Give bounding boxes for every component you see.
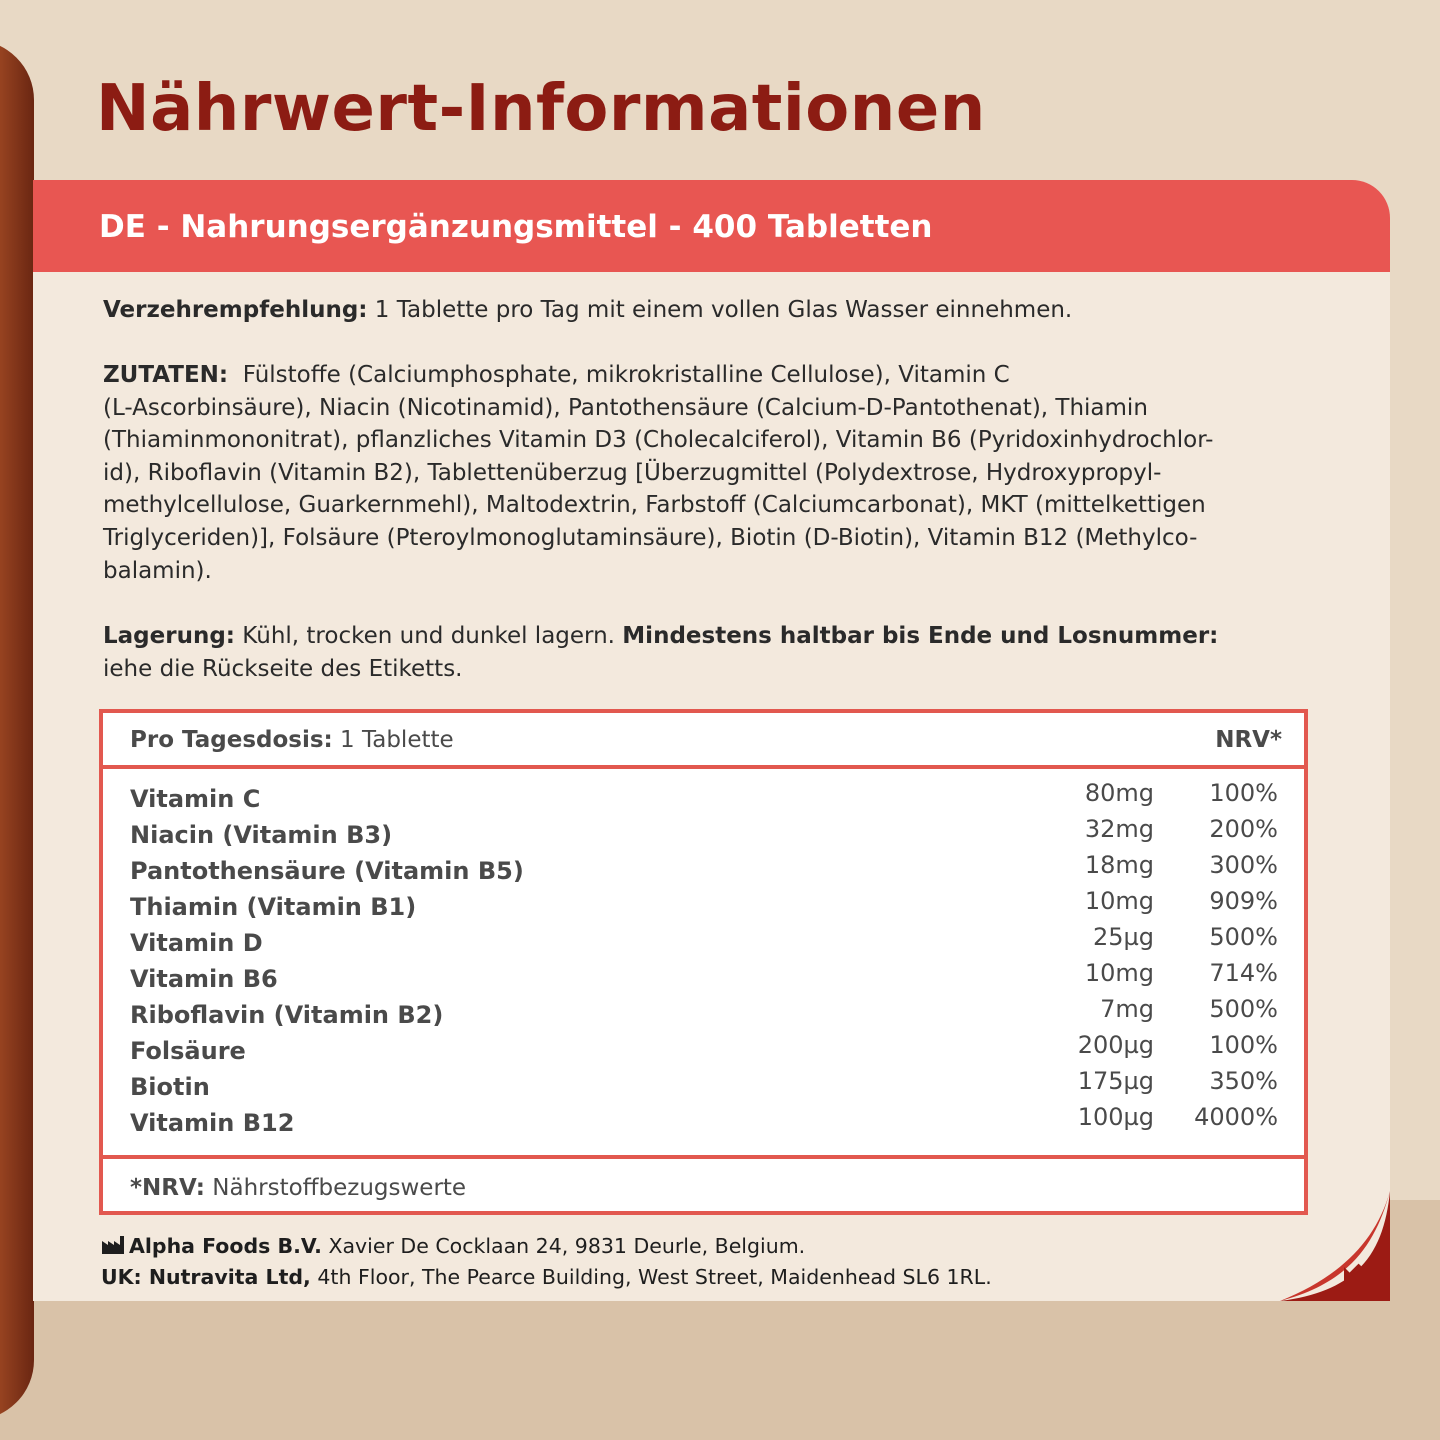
nutrient-nrv: 100% [1209,1031,1278,1059]
nutrient-amount: 80mg [1084,779,1154,807]
nutrient-nrv: 500% [1209,923,1278,951]
nrv-footnote [103,1159,1304,1217]
best-before-label: Mindestens haltbar bis Ende und Losnummer: [622,623,1219,649]
nutrient-amount: 10mg [1084,959,1154,987]
storage-text: Kühl, trocken und dunkel lagern. [235,623,623,649]
nrv-column-header: NRV* [1215,727,1282,753]
nutrient-nrv: 500% [1209,995,1278,1023]
nutrient-name: Folsäure [130,1037,246,1065]
address-line-eu [101,1232,1301,1263]
table-row [103,959,1304,995]
nutrient-nrv: 300% [1209,851,1278,879]
table-row [103,995,1304,1031]
dosage-recommendation [103,294,1348,327]
nrv-footnote-text: Nährstoffbezugswerte [204,1175,467,1201]
per-dose-value: 1 Tablette [332,727,454,753]
nutrition-card [33,180,1390,1301]
ingredients-line: (L-Ascorbinsäure), Niacin (Nicotinamid), Pantothensäure (Calcium-D-Pantothenat), Thiamin [103,394,1148,421]
ingredients-line: methylcellulose, Guarkernmehl), Maltodextrin, Farbstoff (Calciumcarbonat), MKT (mittelkettigen [103,492,1206,519]
dosage-label: Verzehrempfehlung: [103,297,368,323]
ingredients-block [103,359,1348,587]
nutrient-amount: 200µg [1077,1031,1154,1059]
ingredients-line: Fülstoffe (Calciumphosphate, mikrokristalline Cellulose), Vitamin C [228,362,1010,388]
nutrition-table-body [103,769,1304,1159]
table-row [103,1031,1304,1067]
factory-icon [101,1234,125,1263]
nutrient-name: Vitamin B6 [130,965,278,993]
ingredients-line: balamin). [103,557,212,584]
uk-company-address: 4th Floor, The Pearce Building, West Street, Maidenhead SL6 1RL. [310,1265,992,1289]
nutrient-nrv: 714% [1209,959,1278,987]
table-row [103,815,1304,851]
table-row [103,1103,1304,1139]
page-title: Nährwert-Informationen [96,72,986,146]
nutrient-name: Niacin (Vitamin B3) [130,821,393,849]
nutrient-amount: 25µg [1092,923,1154,951]
storage-label: Lagerung: [103,623,235,649]
manufacturer-address [101,1232,1301,1292]
nutrient-name: Vitamin C [130,785,261,813]
nutrient-nrv: 100% [1209,779,1278,807]
table-row [103,1067,1304,1103]
table-row [103,851,1304,887]
table-row [103,779,1304,815]
nutrient-nrv: 909% [1209,887,1278,915]
company-address: Xavier De Cocklaan 24, 9831 Deurle, Belgium. [321,1234,806,1258]
nutrient-nrv: 200% [1209,815,1278,843]
nutrition-table [99,709,1308,1215]
per-dose [130,713,454,767]
storage-block [103,620,1348,685]
nutrient-amount: 32mg [1084,815,1154,843]
nutrient-name: Thiamin (Vitamin B1) [130,893,417,921]
nutrient-amount: 10mg [1084,887,1154,915]
ingredients-line: (Thiaminmononitrat), pflanzliches Vitamin D3 (Cholecalciferol), Vitamin B6 (Pyridoxinhydrochlor- [103,427,1214,454]
uk-company-name: UK: Nutravita Ltd, [101,1265,311,1289]
nrv-footnote-label: *NRV: [130,1175,205,1201]
card-header: DE - Nahrungsergänzungsmittel - 400 Tabletten [33,180,1390,272]
nutrient-amount: 175µg [1077,1067,1154,1095]
nutrition-table-header [103,713,1304,769]
nutrient-name: Biotin [130,1073,210,1101]
company-name: Alpha Foods B.V. [129,1234,322,1258]
page-curl-corner [1280,1191,1390,1301]
nutrient-nrv: 350% [1209,1067,1278,1095]
nutrient-amount: 18mg [1084,851,1154,879]
nutrient-name: Vitamin B12 [130,1109,295,1137]
table-row [103,887,1304,923]
nutrient-amount: 7mg [1100,995,1154,1023]
product-bottle [0,40,34,1420]
ingredients-label: ZUTATEN: [103,362,229,388]
nutrient-name: Vitamin D [130,929,263,957]
address-line-uk [101,1263,1301,1292]
nutrient-nrv: 4000% [1194,1103,1278,1131]
table-row [103,923,1304,959]
nutrient-name: Pantothensäure (Vitamin B5) [130,857,524,885]
ingredients-line: id), Riboflavin (Vitamin B2), Tablettenüberzug [Überzugmittel (Polydextrose, Hydroxypropyl- [103,459,1162,486]
ingredients-line: Triglyceriden)], Folsäure (Pteroylmonoglutaminsäure), Biotin (D-Biotin), Vitamin B12 (Methylco- [103,524,1198,551]
nutrient-name: Riboflavin (Vitamin B2) [130,1001,444,1029]
per-dose-label: Pro Tagesdosis: [130,727,333,753]
dosage-text: 1 Tablette pro Tag mit einem vollen Glas Wasser einnehmen. [367,297,1073,323]
nutrient-amount: 100µg [1077,1103,1154,1131]
storage-text-2: iehe die Rückseite des Etiketts. [103,655,463,682]
